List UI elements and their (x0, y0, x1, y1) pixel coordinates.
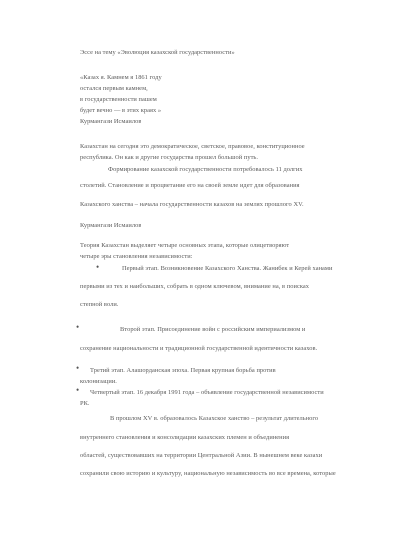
epigraph-author: Курмангази Исмаилов (80, 118, 142, 125)
epigraph-line: остался первым камнем, (80, 85, 148, 92)
epigraph-line: «Казах я. Камнем я 1861 году (80, 74, 162, 81)
paragraph-line: Формирование казахской государственности потребовалось 11 долгих (108, 166, 303, 173)
essay-heading: Эссе на тему «Эволюция казахской государственности» (80, 49, 235, 56)
paragraph-line: Казахского ханства – начала государственности казахов на землях прошлого ХV. (80, 201, 304, 208)
bullet-line: Четвертый этап. 16 декабря 1991 года – объявление государственной независимости (90, 389, 324, 396)
epigraph-line: в государственности пашем (80, 96, 157, 103)
paragraph-line: Теория Казахстан выделяет четыре основных этапа, которые олицетворяют (80, 242, 290, 249)
bullet-icon: • (76, 322, 80, 332)
bullet-line: Третий этап. Алашорданская эпоха. Первая крупная борьба против (90, 367, 276, 374)
paragraph-line: Казахстан на сегодня это демократическое, светское, правовое, конституционное (80, 143, 305, 150)
author-line: Курмангази Исмаилов (80, 222, 142, 229)
paragraph-line: областей, существовавших на территории Центральной Азии. В нынешнем веке казахи (80, 452, 323, 459)
bullet-icon: • (76, 385, 80, 395)
bullet-line: первыми из тех и наибольших, собрать в одном ключевом, внимание на, в поисках (80, 283, 310, 290)
paragraph-line: внутреннего становления и консолидации казахских племен и объединения (80, 434, 290, 441)
bullet-line: Первый этап. Возникновение Казахского Ханства. Жанибек и Керей ханами (122, 265, 333, 272)
bullet-line: степной воли. (80, 301, 119, 308)
paragraph-line: республика. Он как и другие государства прошел большой путь. (80, 154, 259, 161)
paragraph-line: четыре эры становления независимости: (80, 253, 193, 260)
bullet-line: Второй этап. Присоединение войн с российским империализмом и (120, 326, 306, 333)
paragraph-line: сохранили свою историю и культуру, национальную независимость во все времена, которые (80, 470, 336, 477)
bullet-icon: • (76, 363, 80, 373)
bullet-line: колонизации. (80, 378, 117, 385)
paragraph-line: столетий. Становление и процветание его на своей земле идет для образования (80, 182, 300, 189)
epigraph-line: будет вечно — в этих краях » (80, 107, 162, 114)
bullet-icon: • (96, 262, 100, 272)
paragraph-line: В прошлом ХV в. образовалось Казахское ханство – результат длительного (110, 415, 319, 422)
bullet-line: РК. (80, 400, 90, 407)
bullet-line: сохранение национальности и традиционной государственной идентичности казахов. (80, 345, 318, 352)
